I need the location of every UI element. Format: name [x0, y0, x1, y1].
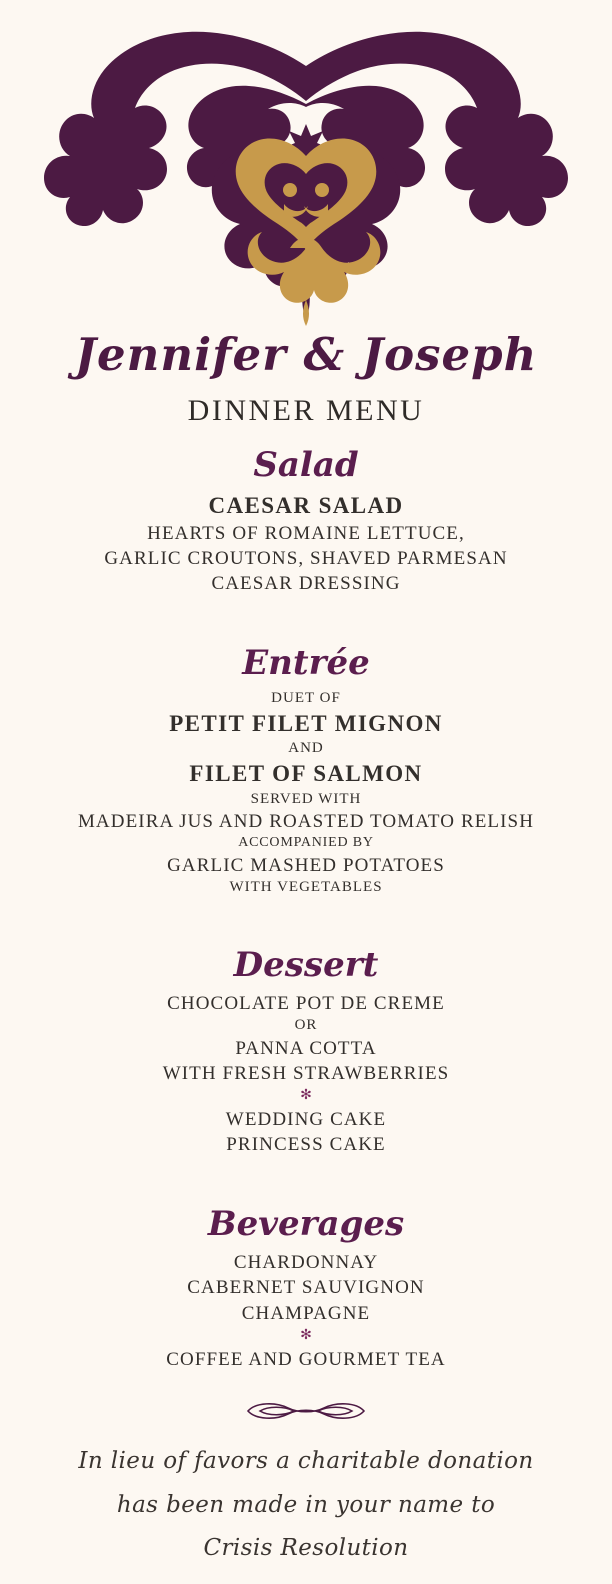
page-title: DINNER MENU	[187, 393, 425, 427]
floral-scroll-heart-ornament	[0, 8, 612, 328]
menu-content	[0, 330, 612, 1571]
menu-line: GARLIC MASHED POTATOES	[167, 854, 445, 876]
menu-line: CAESAR SALAD	[208, 492, 404, 518]
menu-line: OR	[294, 1016, 318, 1033]
menu-line: AND	[288, 740, 324, 757]
course-section-salad	[0, 446, 612, 597]
menu-line: CABERNET SAUVIGNON	[187, 1277, 425, 1299]
menu-line: MADEIRA JUS AND ROASTED TOMATO RELISH	[77, 811, 535, 833]
menu-line: PRINCESS CAKE	[226, 1134, 386, 1156]
flower-separator-icon: ✻	[300, 1087, 312, 1103]
menu-line: PANNA COTTA	[235, 1037, 377, 1059]
menu-line: DUET OF	[271, 690, 341, 707]
menu-line: FILET OF SALMON	[189, 761, 423, 787]
menu-line: CHARDONNAY	[233, 1252, 379, 1274]
menu-line: SERVED WITH	[250, 790, 362, 807]
menu-line: WEDDING CAKE	[225, 1109, 387, 1131]
couple-names: Jennifer & Joseph	[74, 328, 538, 381]
menu-line: PETIT FILET MIGNON	[169, 711, 443, 737]
menu-line: CHAMPAGNE	[241, 1302, 371, 1324]
course-heading: Salad	[253, 444, 359, 485]
course-section-entree	[0, 644, 612, 898]
course-heading: Dessert	[233, 944, 379, 985]
menu-line: WITH VEGETABLES	[229, 879, 383, 896]
menu-line: HEARTS OF ROMAINE LETTUCE,	[147, 522, 465, 544]
menu-line: ACCOMPANIED BY	[238, 835, 374, 851]
menu-line: WITH FRESH STRAWBERRIES	[162, 1062, 450, 1084]
course-section-dessert	[0, 946, 612, 1157]
menu-line: GARLIC CROUTONS, SHAVED PARMESAN	[104, 548, 508, 570]
course-heading: Beverages	[207, 1204, 405, 1245]
menu-line: CHOCOLATE POT DE CREME	[167, 992, 445, 1014]
menu-line: CAESAR DRESSING	[211, 573, 401, 595]
flower-separator-icon: ✻	[300, 1327, 312, 1343]
course-section-beverages	[0, 1205, 612, 1372]
menu-line: COFFEE AND GOURMET TEA	[166, 1348, 446, 1370]
closing-line-2: has been made in your name to	[116, 1491, 496, 1518]
closing-line-1: In lieu of favors a charitable donation	[78, 1447, 534, 1474]
course-heading: Entrée	[242, 643, 370, 684]
closing-note	[0, 1440, 612, 1571]
closing-line-3: Crisis Resolution	[203, 1535, 409, 1562]
double-loop-flourish-icon	[0, 1398, 612, 1428]
